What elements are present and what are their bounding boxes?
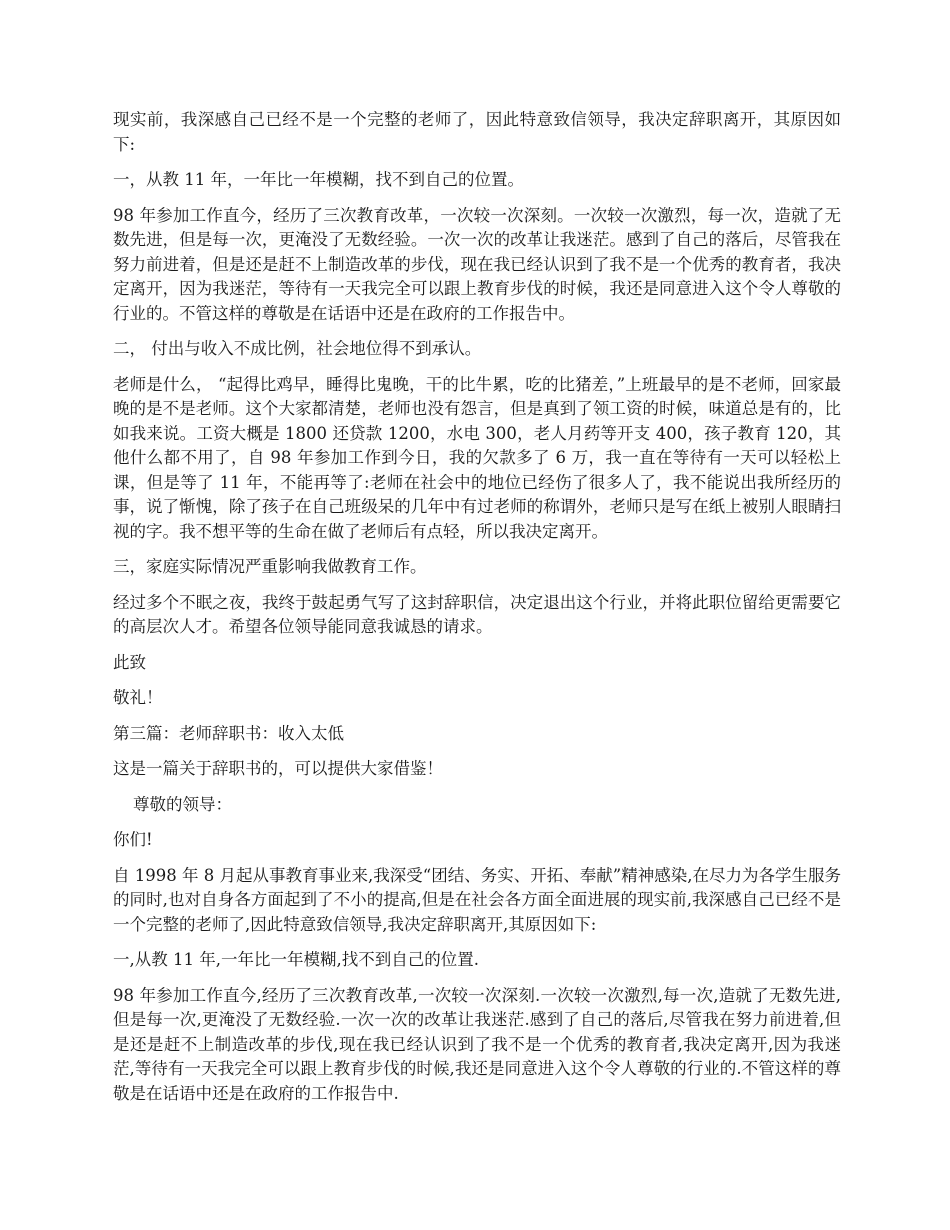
paragraph-intro-continuation: 现实前，我深感自己已经不是一个完整的老师了，因此特意致信领导，我决定辞职离开，其原因如下:: [113, 110, 841, 154]
section-heading-one: 一，从教 11 年，一年比一年模糊，找不到自己的位置。: [113, 170, 524, 189]
article-title: 第三篇：老师辞职书：收入太低: [113, 723, 344, 743]
letter-greeting-you: 你们!: [113, 830, 153, 849]
closing-salutation: 此致: [113, 652, 146, 672]
section-heading-one-repeat: 一,从教 11 年,一年比一年模糊,找不到自己的位置.: [113, 950, 479, 969]
section-heading-two: 二， 付出与收入不成比例，社会地位得不到承认。: [113, 339, 482, 358]
section-heading-three: 三，家庭实际情况严重影响我做教育工作。: [113, 557, 427, 576]
paragraph-letter-intro: 自 1998 年 8 月起从事教育事业来,我深受“团结、务实、开拓、奉献”精神感染,在尽力为各学生服务的同时,也对自身各方面起到了不小的提高,但是在社会各方面全面进展的现实前,我深感自己已经不是一个完整的老师了,因此特意致信领导,我决定辞职离开,其原因如下:: [113, 865, 841, 934]
paragraph-decision: 经过多个不眠之夜，我终于鼓起勇气写了这封辞职信，决定退出这个行业，并将此职位留给更需要它的高层次人才。希望各位领导能同意我诚恳的请求。: [113, 592, 841, 636]
article-intro: 这是一篇关于辞职书的，可以提供大家借鉴！: [113, 759, 443, 778]
letter-greeting: 尊敬的领导：: [133, 794, 232, 814]
paragraph-reform: 98 年参加工作直今，经历了三次教育改革，一次较一次深刻。一次较一次激烈，每一次，造就了无数先进，但是每一次，更淹没了无数经验。一次一次的改革让我迷茫。感到了自己的落后，尽管我在努力前进着，但是还是赶不上制造改革的步伐，现在我已经认识到了我不是一个优秀的教育者，我决定离开，因为我迷茫，等待有一天我完全可以跟上教育步伐的时候，我还是同意进入这个令人尊敬的行业的。不管这样的尊敬是在话语中还是在政府的工作报告中。: [113, 205, 841, 323]
paragraph-reform-repeat: 98 年参加工作直今,经历了三次教育改革,一次较一次深刻.一次较一次激烈,每一次,造就了无数先进,但是每一次,更淹没了无数经验.一次一次的改革让我迷茫.感到了自己的落后,尽管我在努力前进着,但是还是赶不上制造改革的步伐,现在我已经认识到了我不是一个优秀的教育者,我决定离开,因为我迷茫,等待有一天我完全可以跟上教育步伐的时候,我还是同意进入这个令人尊敬的行业的.不管这样的尊敬是在话语中还是在政府的工作报告中.: [113, 985, 841, 1103]
paragraph-income: 老师是什么， “起得比鸡早，睡得比鬼晚，干的比牛累，吃的比猪差，”上班最早的是不老师，回家最晚的是不是老师。这个大家都清楚，老师也没有怨言，但是真到了领工资的时候，味道总是有的，比如我来说。工资大概是 1800 还贷款 1200，水电 300，老人月药等开支 400，孩子教育 120，其他什么都不用了，自 98 年参加工作到今日，我的欠款多了 6 万，我一直在等待有一天可以轻松上课，但是等了 11 年，不能再等了:老师在社会中的地位已经伤了很多人了，我不能说出我所经历的事，说了惭愧，除了孩子在自己班级呆的几年中有过老师的称谓外，老师只是写在纸上被别人眼睛扫视的字。我不想平等的生命在做了老师后有点轻，所以我决定离开。: [113, 374, 841, 541]
closing-regards: 敬礼！: [113, 688, 163, 707]
document-body: [113, 108, 841, 1106]
